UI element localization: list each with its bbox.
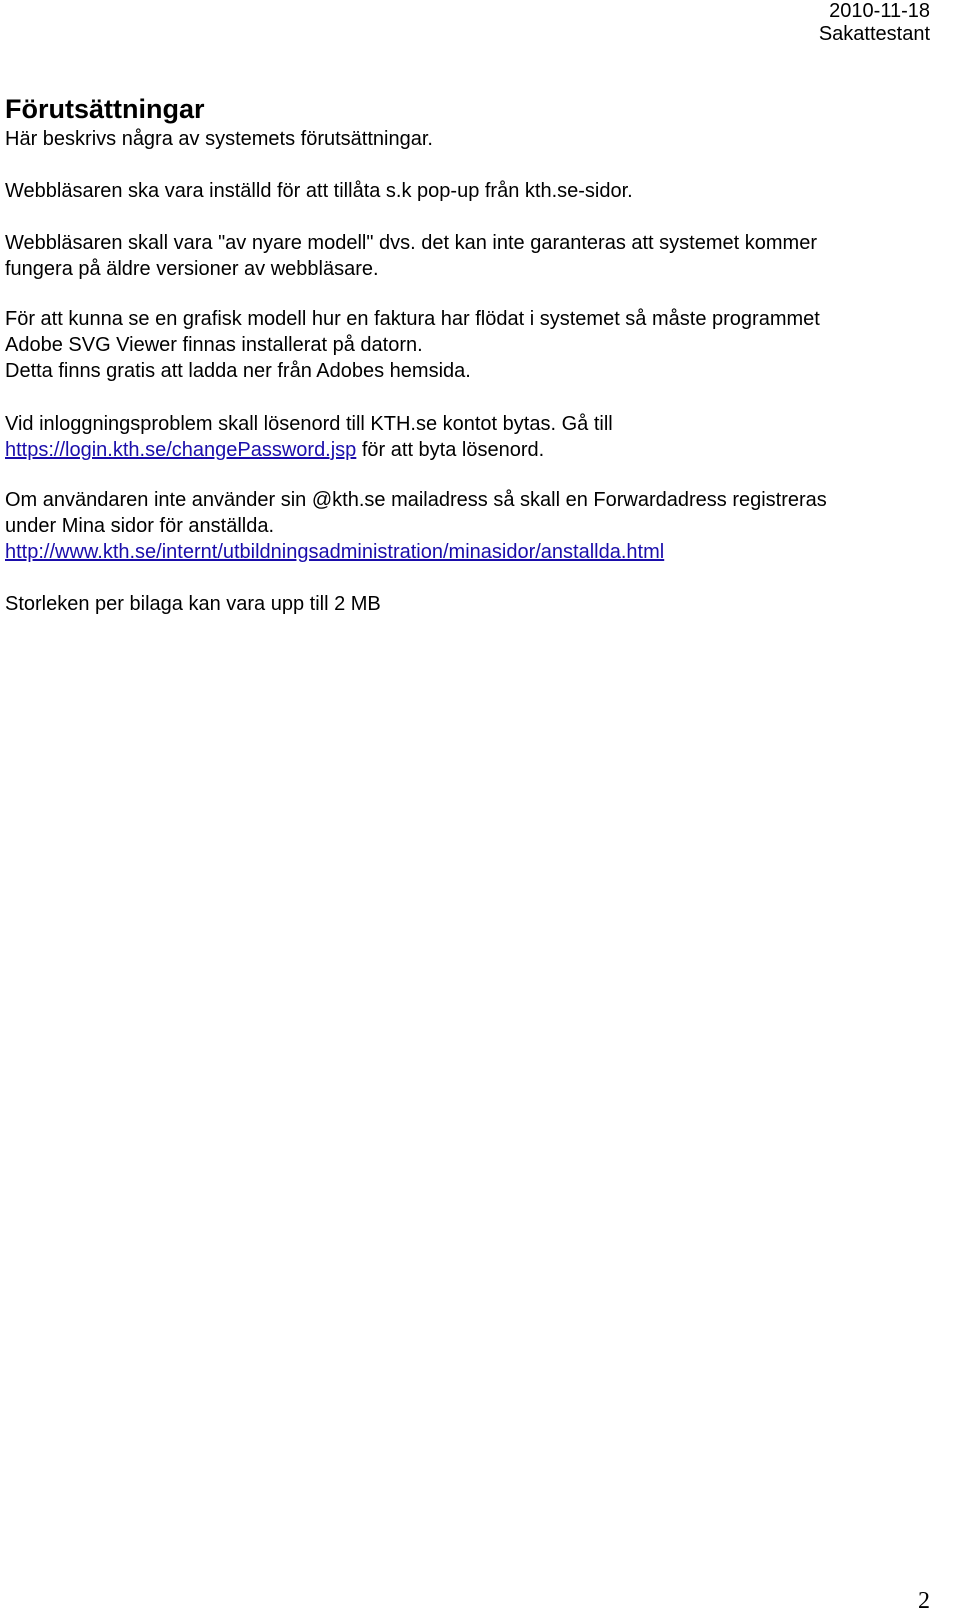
change-password-link[interactable]: https://login.kth.se/changePassword.jsp (5, 439, 357, 461)
popup-paragraph: Webbläsaren ska vara inställd för att tillåta s.k pop-up från kth.se-sidor. (5, 180, 633, 202)
mail-line-1: Om användaren inte använder sin @kth.se mailadress så skall en Forwardadress registreras (5, 489, 827, 511)
svg-paragraph (5, 306, 935, 384)
section-title: Förutsättningar (5, 94, 205, 124)
login-line-2 (5, 437, 935, 463)
intro-paragraph: Här beskrivs några av systemets förutsättningar. (5, 128, 433, 150)
document-author: Sakattestant (818, 23, 930, 45)
document-date: 2010-11-18 (829, 0, 930, 22)
browser-line-2: fungera på äldre versioner av webbläsare. (5, 258, 379, 280)
login-suffix: för att byta lösenord. (356, 439, 545, 461)
staff-pages-link[interactable]: http://www.kth.se/internt/utbildningsadministration/minasidor/anstallda.html (5, 541, 665, 563)
page-header (819, 0, 930, 46)
login-line-1: Vid inloggningsproblem skall lösenord till KTH.se kontot bytas. Gå till (5, 413, 613, 435)
login-paragraph (5, 411, 935, 463)
page-number: 2 (918, 1588, 930, 1614)
attachment-paragraph: Storleken per bilaga kan vara upp till 2 MB (5, 593, 381, 615)
browser-paragraph (5, 230, 935, 282)
mail-line-3 (5, 539, 935, 565)
mail-paragraph (5, 487, 935, 565)
document-body (5, 92, 935, 617)
browser-line-1: Webbläsaren skall vara "av nyare modell" dvs. det kan inte garanteras att systemet kommer (5, 232, 817, 254)
mail-line-2: under Mina sidor för anställda. (5, 515, 275, 537)
